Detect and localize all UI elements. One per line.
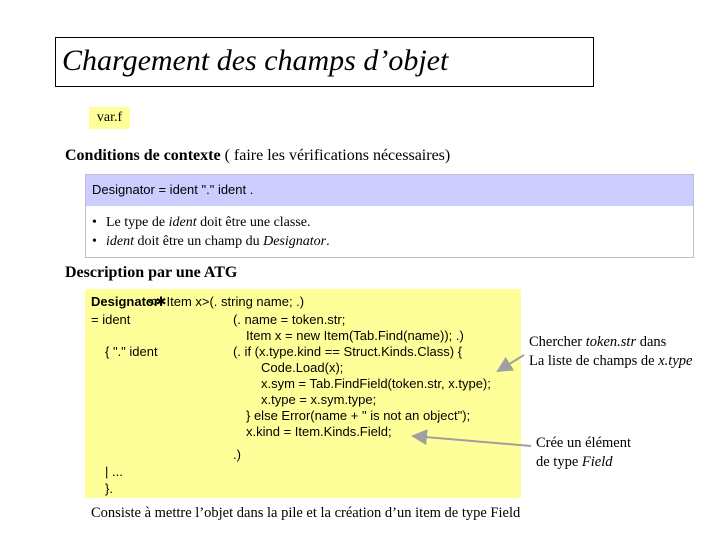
note-text: La liste de champs de bbox=[529, 353, 659, 369]
note-italic: x.type bbox=[658, 353, 693, 369]
note-text: Crée un élément bbox=[536, 435, 632, 451]
note-text: de type bbox=[536, 454, 582, 470]
code-line: = ident bbox=[91, 312, 131, 327]
var-tag: var.f bbox=[89, 107, 130, 129]
context-heading-rest: ( faire les vérifications nécessaires) bbox=[220, 147, 451, 164]
bullet-icon: • bbox=[92, 215, 97, 230]
context-heading-bold: Conditions de contexte bbox=[65, 147, 221, 164]
code-line: }. bbox=[105, 481, 113, 496]
code-line: (. if (x.type.kind == Struct.Kinds.Class) { bbox=[233, 344, 463, 359]
note-italic: Field bbox=[581, 454, 613, 470]
arrow-icon bbox=[498, 355, 524, 371]
condition-italic: ident bbox=[168, 215, 197, 230]
code-line: x.sym = Tab.FindField(token.str, x.type); bbox=[261, 376, 491, 391]
atg-heading: Description par une ATG bbox=[65, 264, 238, 281]
code-line: x.kind = Item.Kinds.Field; bbox=[246, 424, 392, 439]
slide-title: Chargement des champs d’objet bbox=[62, 44, 449, 77]
code-line: } else Error(name + " is not an object"); bbox=[246, 408, 471, 423]
condition-text: . bbox=[326, 234, 330, 249]
note-text: dans bbox=[636, 334, 667, 350]
note-italic: token.str bbox=[585, 334, 637, 350]
condition-italic: Designator bbox=[263, 234, 327, 249]
arrow-icon bbox=[413, 436, 531, 446]
grammar-rule: Designator = ident "." ident . bbox=[92, 182, 254, 197]
code-line: Item x = new Item(Tab.Find(name)); .) bbox=[246, 328, 464, 343]
condition-text: doit être une classe. bbox=[196, 215, 311, 230]
code-line: x.type = x.sym.type; bbox=[261, 392, 377, 407]
code-line: | ... bbox=[105, 464, 123, 479]
footer-text: Consiste à mettre l’objet dans la pile et la création d’un item de type Field bbox=[91, 505, 521, 521]
code-line: { "." ident bbox=[105, 344, 158, 359]
code-line: (. name = token.str; bbox=[233, 312, 346, 327]
condition-italic: ident bbox=[106, 234, 134, 249]
note-text: Chercher bbox=[529, 334, 586, 350]
code-line: Designator bbox=[91, 294, 159, 309]
code-line: Code.Load(x); bbox=[261, 360, 344, 375]
code-line: .) bbox=[233, 447, 241, 462]
bullet-icon: • bbox=[92, 234, 97, 249]
condition-text: Le type de bbox=[106, 215, 169, 230]
condition-text: doit être un champ du bbox=[134, 234, 264, 249]
attribute-line: <✱Item x>(. string name; .) bbox=[148, 294, 305, 309]
